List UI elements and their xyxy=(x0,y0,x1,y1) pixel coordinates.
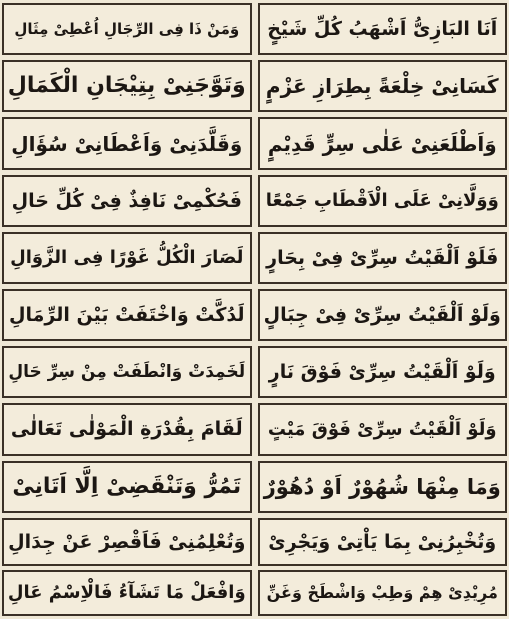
hemistich-text: وَقَلَّدَنِیْ وَاَعْطَانِیْ سُؤَالِ xyxy=(11,131,243,156)
hemistich-text: اَنَا البَازِیُّ اَشْهَبُ كُلِّ شَيْخٍ xyxy=(267,17,498,40)
hemistich-text: وَلَوْ اَلْقَيْتُ سِرِّیْ فَوْقَ مَيْتٍ xyxy=(267,418,497,440)
hemistich-text: وَوَلَّانِیْ عَلَی الْاَقْطَابِ جَمْعًا xyxy=(265,190,499,211)
verse-right-hemistich xyxy=(258,461,508,513)
verse-row xyxy=(2,518,507,566)
verse-left-hemistich xyxy=(2,232,252,284)
hemistich-text: لَقَامَ بِقُدْرَةِ الْمَوْلٰی تَعَالٰی xyxy=(10,418,243,440)
hemistich-text: وَافْعَلْ مَا تَشَآءُ فَالْاِسْمُ عَالِ xyxy=(7,582,246,603)
hemistich-text: فَحُكْمِیْ نَافِذٌ فِیْ كُلِّ حَالِ xyxy=(11,189,242,212)
verse-right-hemistich xyxy=(258,289,508,341)
verse-right-hemistich xyxy=(258,175,508,227)
verse-row xyxy=(2,232,507,284)
verse-left-hemistich xyxy=(2,461,252,513)
verse-right-hemistich xyxy=(258,346,508,398)
verse-right-hemistich xyxy=(258,232,508,284)
verse-row xyxy=(2,175,507,227)
verse-row xyxy=(2,60,507,112)
verse-right-hemistich xyxy=(258,3,508,55)
verse-right-hemistich xyxy=(258,570,508,616)
verse-left-hemistich xyxy=(2,570,252,616)
verse-right-hemistich xyxy=(258,60,508,112)
verse-left-hemistich xyxy=(2,175,252,227)
verse-left-hemistich xyxy=(2,346,252,398)
hemistich-text: تَمُرُّ وَتَنْقَضِیْ اِلَّا اَتَانِیْ xyxy=(12,474,242,499)
hemistich-text: وَلَوْ اَلْقَيْتُ سِرِّیْ فَوْقَ نَارٍ xyxy=(268,360,496,383)
verse-row xyxy=(2,3,507,55)
verse-row xyxy=(2,346,507,398)
hemistich-text: وَمَنْ ذَا فِی الرِّجَالِ اُعْطِیْ مِثَالِ xyxy=(14,19,240,38)
verse-left-hemistich xyxy=(2,3,252,55)
hemistich-text: كَسَانِیْ خِلْعَةً بِطِرَازِ عَزْمٍ xyxy=(265,74,499,98)
verse-row xyxy=(2,570,507,616)
verse-right-hemistich xyxy=(258,403,508,456)
verse-left-hemistich xyxy=(2,403,252,456)
verse-row xyxy=(2,403,507,456)
hemistich-text: مُرِيْدِیْ هِمْ وَطِبْ وَاشْطَحْ وَغَنِّ xyxy=(266,583,498,602)
hemistich-text: وَمَا مِنْهَا شُهُوْرٌ اَوْ دُهُوْرٌ xyxy=(263,474,501,499)
hemistich-text: وَتُخْبِرُنِیْ بِمَا يَاْتِیْ وَيَجْرِیْ xyxy=(268,530,497,553)
verse-row xyxy=(2,289,507,341)
verse-right-hemistich xyxy=(258,518,508,566)
verse-left-hemistich xyxy=(2,60,252,112)
verse-row xyxy=(2,117,507,170)
hemistich-text: لَدُكَّتْ وَاخْتَفَتْ بَيْنَ الرِّمَالِ xyxy=(9,303,245,326)
hemistich-text: وَاَطْلَعَنِیْ عَلٰی سِرٍّ قَدِيْمٍ xyxy=(267,131,497,156)
verse-left-hemistich xyxy=(2,117,252,170)
verse-right-hemistich xyxy=(258,117,508,170)
hemistich-text: وَلَوْ اَلْقَيْتُ سِرِّیْ فِیْ جِبَالٍ xyxy=(263,303,501,326)
verse-left-hemistich xyxy=(2,289,252,341)
hemistich-text: وَتُعْلِمُنِیْ فَاَقْصِرْ عَنْ جِدَالِ xyxy=(8,530,246,553)
hemistich-text: لَخَمِدَتْ وَانْطَفَتْ مِنْ سِرِّ حَالِ xyxy=(8,361,246,382)
verse-left-hemistich xyxy=(2,518,252,566)
hemistich-text: وَتَوَّجَنِیْ بِتِيْجَانِ الْكَمَالِ xyxy=(7,73,246,98)
hemistich-text: فَلَوْ اَلْقَيْتُ سِرِّیْ فِیْ بِحَارٍ xyxy=(266,246,499,269)
hemistich-text: لَصَارَ الْكُلُّ غَوْرًا فِی الزَّوَالِ xyxy=(10,247,244,268)
verse-row xyxy=(2,461,507,513)
